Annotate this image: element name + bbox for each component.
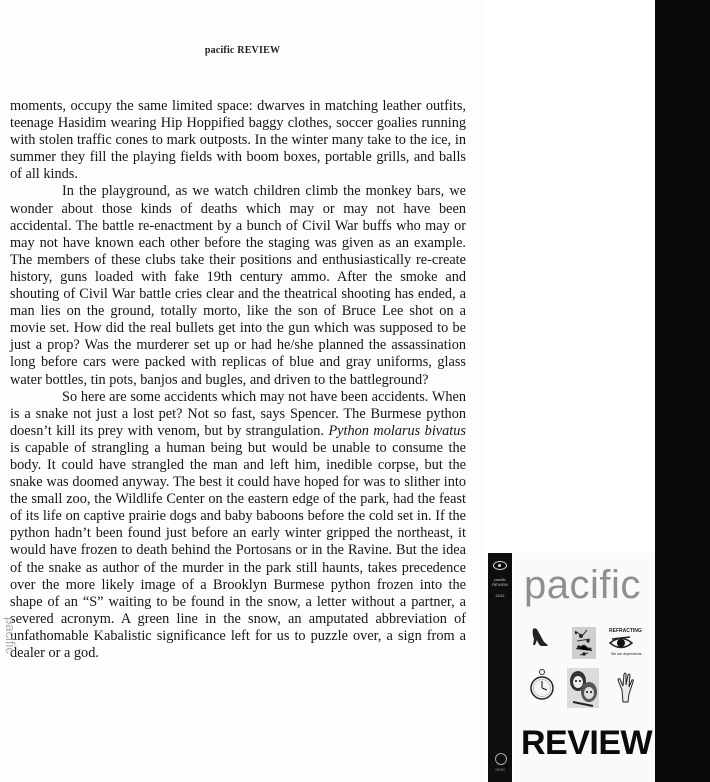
insect-collage-icon [572,627,596,659]
cover-title-pacific: pacific [524,563,641,607]
pocket-watch-icon [529,668,555,702]
spine-issn: ISSN [495,767,505,772]
body-paragraph [10,98,466,183]
cover-caption-small: We are dependents [611,652,642,656]
body-text [10,98,466,662]
eye-logo-icon [493,561,507,570]
running-head: pacific REVIEW [204,45,281,56]
paragraph-text: So here are some accidents which may not have been accidents. When is a snake not just a lost pet? Not so fast, says Spencer. The Burmese python doesn’t kill its prey with venom, but by strangulation. [10,388,466,439]
spine-title-pacific: pacific [3,617,18,654]
spine-vertical-title [4,617,20,747]
spine-year: 2012 [495,593,505,598]
spine-small-title: pacific REVIEW [492,577,508,587]
paragraph-text: moments, occupy the same limited space: dwarves in matching leather outfits, teenage Hasidim wearing Hip Hoppified baggy clothes, soccer goalies running with stolen traffic cones to mark outposts. In the winter many take to the ice, in summer they fill the playing fields with boom boxes, portable grills, and balls of all kinds. [10,98,466,183]
paragraph-text: is capable of strangling a human being but would be unable to consume the body. It could have strangled the man and left him, inedible corpse, but the snake was doomed anyway. The best it could have hoped for was to slither into the small zoo, the Wildlife Center on the eastern edge of the park, had the feast of its life on captive prairie dogs and baby baboons before the cold set in. If the python hadn’t been found just before an early winter gripped the northeast, it would have frozen to death behind the Portosans or in the Ravine. But the idea of the snake as author of the murder in the park still haunts, takes precedence over the more likely image of a Brooklyn Burmese python frozen into the shape of an “S” waiting to be found in the snow, a letter without a partner, a severed acronym. A green line in the snow, an amputated abbreviation of unfathomable Kabalistic significance left for us to puzzle over, a sign from a dealer or a god. [10,439,466,661]
spine-bottom-emblem-icon [495,753,507,765]
cover-title-review: REVIEW [521,724,653,762]
hand-icon [614,670,636,704]
high-heel-shoe-icon [530,625,550,649]
species-name: Python molarus bivatus [328,422,466,439]
body-paragraph [10,389,466,663]
body-paragraph [10,183,466,388]
faces-collage-icon [567,668,599,708]
eye-icon [609,636,633,650]
spine-title-review: REVIEW [3,667,18,719]
magazine-spine [488,553,512,782]
cover-caption-refracting: REFRACTING [609,628,642,634]
paragraph-text: In the playground, as we watch children climb the monkey bars, we wonder about those kinds of deaths which may or may not have been accidental. The battle re-enactment by a bunch of Civil War buffs who may or may not have known each other before the staging was given as an example. The members of these clubs take their positions and enthusiastically re-create history, guns loaded with fake 19th century ammo. After the smoke and shouting of Civil War battle cries clear and the theatrical shooting has ended, a man lies on the ground, totally morto, like the son of Bruce Lee shot on a movie set. How did the real bullets get into the gun which was supposed to be just a prop? Was the murderer set up or had he/she planned the assassination long before cars were packed with replicas of blue and gray uniforms, glass water bottles, tin pots, banjos and bugles, and driven to the battleground? [10,183,466,388]
page-edge-bar [655,0,710,782]
